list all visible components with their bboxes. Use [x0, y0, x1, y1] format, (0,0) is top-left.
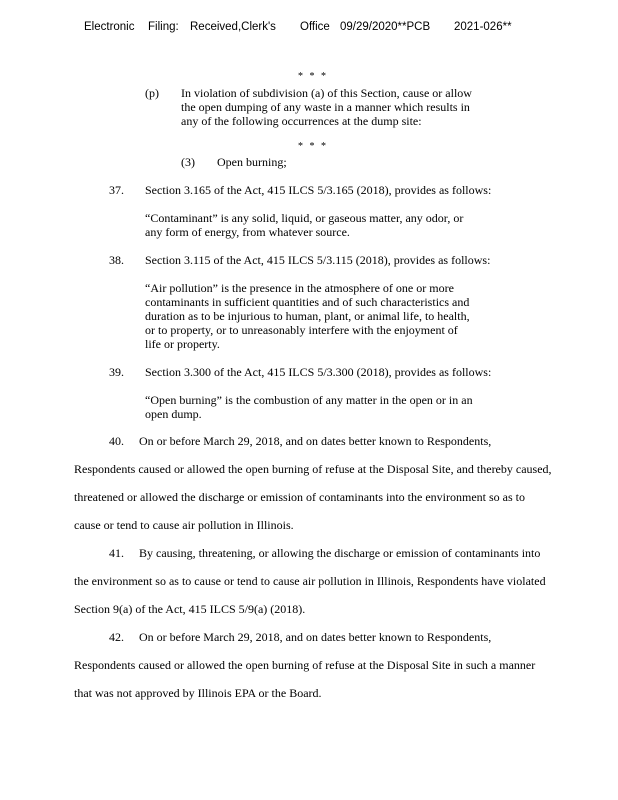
header-filing: Filing: — [148, 21, 179, 33]
paragraph-text: Section 3.115 of the Act, 415 ILCS 5/3.115 (2018), provides as follows: — [145, 253, 491, 267]
paragraph-line: Respondents caused or allowed the open burning of refuse at the Disposal Site, and thereby caused, — [74, 462, 552, 476]
paragraph-line: Respondents caused or allowed the open burning of refuse at the Disposal Site in such a manner — [74, 658, 536, 672]
paragraph-line: cause or tend to cause air pollution in Illinois. — [74, 518, 294, 532]
quote-line: or to property, or to unreasonably interfere with the enjoyment of — [145, 323, 458, 337]
header-received: Received,Clerk's — [190, 21, 276, 33]
paragraph-text: Section 3.300 of the Act, 415 ILCS 5/3.300 (2018), provides as follows: — [145, 365, 492, 379]
ellipsis-stars: * * * — [298, 141, 328, 152]
paragraph-first-line: 42. On or before March 29, 2018, and on dates better known to Respondents, — [109, 630, 492, 644]
paragraph-line: that was not approved by Illinois EPA or the Board. — [74, 686, 322, 700]
paragraph-first-line: 41. By causing, threatening, or allowing the discharge or emission of contaminants into — [109, 546, 541, 560]
quote-line: open dump. — [145, 407, 202, 421]
quote-line: life or property. — [145, 337, 220, 351]
header-case: 2021-026** — [454, 21, 512, 33]
paragraph-first-line: 40. On or before March 29, 2018, and on dates better known to Respondents, — [109, 434, 492, 448]
quote-line: any form of energy, from whatever source. — [145, 225, 350, 239]
header-office: Office — [300, 21, 330, 33]
quote-line: duration as to be injurious to human, plant, or animal life, to health, — [145, 309, 470, 323]
header-electronic: Electronic — [84, 21, 135, 33]
paragraph-number: 39. — [109, 365, 124, 379]
item-text: Open burning; — [217, 155, 287, 169]
subsection-label: (p) — [145, 86, 159, 100]
header-date: 09/29/2020**PCB — [340, 21, 431, 33]
paragraph-text: Section 3.165 of the Act, 415 ILCS 5/3.165 (2018), provides as follows: — [145, 183, 492, 197]
quote-line: “Contaminant” is any solid, liquid, or gaseous matter, any odor, or — [145, 211, 464, 225]
ellipsis-stars: * * * — [298, 71, 328, 82]
paragraph-line: threatened or allowed the discharge or emission of contaminants into the environment so as to — [74, 490, 525, 504]
subsection-line: the open dumping of any waste in a manner which results in — [181, 100, 470, 114]
quote-line: “Air pollution” is the presence in the atmosphere of one or more — [145, 281, 454, 295]
paragraph-line: Section 9(a) of the Act, 415 ILCS 5/9(a) (2018). — [74, 602, 306, 616]
item-label: (3) — [181, 155, 195, 169]
paragraph-number: 37. — [109, 183, 124, 197]
paragraph-number: 38. — [109, 253, 124, 267]
subsection-line: any of the following occurrences at the dump site: — [181, 114, 422, 128]
subsection-line: In violation of subdivision (a) of this Section, cause or allow — [181, 86, 472, 100]
quote-line: “Open burning” is the combustion of any matter in the open or in an — [145, 393, 473, 407]
quote-line: contaminants in sufficient quantities and of such characteristics and — [145, 295, 470, 309]
paragraph-line: the environment so as to cause or tend to cause air pollution in Illinois, Respondents have violated — [74, 574, 546, 588]
